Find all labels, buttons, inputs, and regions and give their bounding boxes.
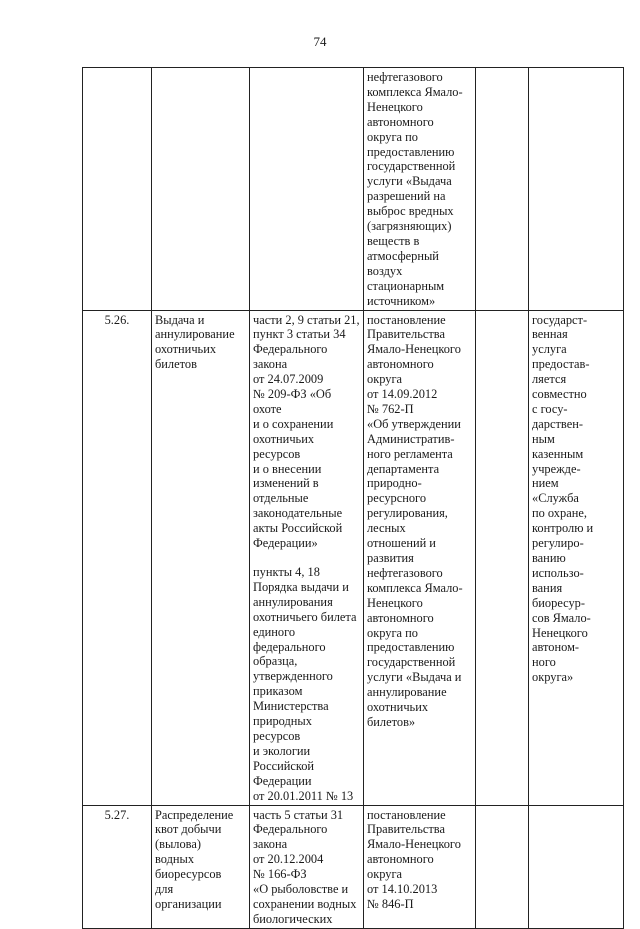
empty-cell <box>476 68 529 311</box>
table-row <box>83 805 624 928</box>
legal-basis-text: части 2, 9 статьи 21, пункт 3 статьи 34 Федерального закона от 24.07.2009 № 209-ФЗ «Об охоте и о сохранении охотничьих ресурсов и о внесении изменений в отдельные законодательные акты Российской Федерации» <box>253 312 360 551</box>
services-table <box>82 67 624 929</box>
legal-basis-cell: часть 5 статьи 31 Федерального закона от 20.12.2004 № 166-ФЗ «О рыболовстве и сохранении водных биологических <box>250 805 364 928</box>
empty-cell <box>476 805 529 928</box>
paragraph-gap <box>253 551 360 565</box>
service-name-cell <box>152 68 250 311</box>
note-cell: государст- венная услуга предостав- ляется совместно с госу- дарствен- ным казенным учрежде- нием «Служба по охране, контролю и регулиро- ванию использо- вания биоресур- сов Ямало- Ненецкого автоном- ного округа» <box>529 310 624 805</box>
page-number: 74 <box>313 34 327 49</box>
table-row <box>83 68 624 311</box>
legal-basis-cell <box>250 68 364 311</box>
row-number-cell: 5.26. <box>83 310 152 805</box>
row-number-cell: 5.27. <box>83 805 152 928</box>
regulation-cell: постановление Правительства Ямало-Ненецкого автономного округа от 14.09.2012 № 762-П «Об утверждении Административ- ного регламента департамента природно- ресурсного регулирования, лесных отношений и развития нефтегазового комплекса Ямало- Ненецкого автономного округа по предоставлению государственной услуги «Выдача и аннулирование охотничьих билетов» <box>364 310 476 805</box>
regulation-cell: нефтегазового комплекса Ямало- Ненецкого автономного округа по предоставлению государственной услуги «Выдача разрешений на выброс вредных (загрязняющих) веществ в атмосферный воздух стационарным источником» <box>364 68 476 311</box>
row-number-cell <box>83 68 152 311</box>
legal-basis-extra-text: пункты 4, 18 Порядка выдачи и аннулирования охотничьего билета единого федерального образца, утвержденного приказом Министерства природных ресурсов и экологии Российской Федерации от 20.01.2011 № 13 <box>253 565 357 803</box>
service-name-cell: Распределение квот добычи (вылова) водных биоресурсов для организации <box>152 805 250 928</box>
service-name-cell: Выдача и аннулирование охотничьих билетов <box>152 310 250 805</box>
regulation-cell: постановление Правительства Ямало-Ненецкого автономного округа от 14.10.2013 № 846-П <box>364 805 476 928</box>
table-row <box>83 310 624 805</box>
legal-basis-cell <box>250 310 364 805</box>
note-cell <box>529 805 624 928</box>
note-cell <box>529 68 624 311</box>
empty-cell <box>476 310 529 805</box>
